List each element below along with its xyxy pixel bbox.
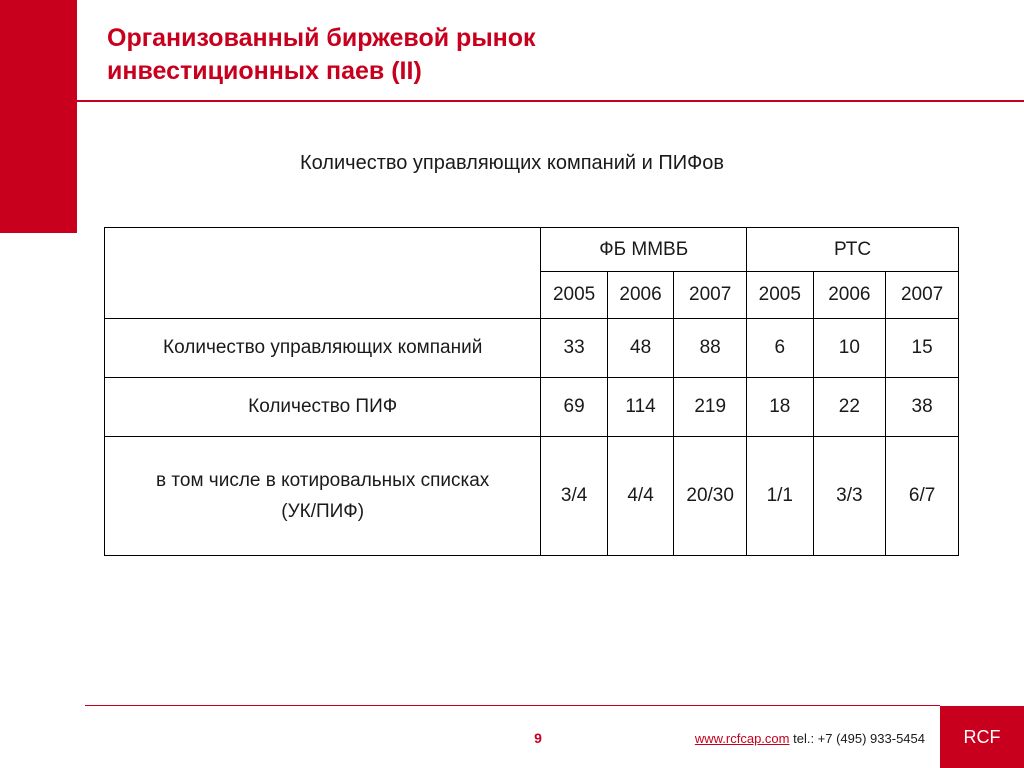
table-row <box>105 319 959 378</box>
page-title-line-2: инвестиционных паев (II) <box>107 57 422 85</box>
table-row <box>105 378 959 437</box>
table-caption: Количество управляющих компаний и ПИФов <box>299 152 725 174</box>
value-cell: 69 <box>541 378 607 437</box>
red-accent-block <box>0 0 77 233</box>
title-divider <box>0 100 1024 102</box>
footer-divider <box>85 705 940 706</box>
row-label-line-1: в том числе в котировальных списках <box>156 470 490 491</box>
website-link[interactable]: www.rcfcap.com <box>694 731 790 746</box>
brand-logo: RCF <box>940 706 1024 768</box>
value-cell: 88 <box>674 319 747 378</box>
page-number: 9 <box>534 730 542 746</box>
value-cell: 18 <box>747 378 813 437</box>
header-year-cell: 2007 <box>674 272 747 319</box>
value-cell: 3/4 <box>541 437 607 556</box>
value-cell: 219 <box>674 378 747 437</box>
statistics-table <box>104 227 959 556</box>
value-cell: 4/4 <box>607 437 673 556</box>
header-year-cell: 2005 <box>747 272 813 319</box>
value-cell: 48 <box>607 319 673 378</box>
value-cell: 33 <box>541 319 607 378</box>
table-header-row-groups <box>105 228 959 272</box>
value-cell: 22 <box>813 378 886 437</box>
value-cell: 3/3 <box>813 437 886 556</box>
value-cell: 15 <box>886 319 959 378</box>
row-label: Количество управляющих компаний <box>105 319 541 378</box>
header-year-cell: 2007 <box>886 272 959 319</box>
row-label: Количество ПИФ <box>105 378 541 437</box>
footer-contact <box>640 731 925 746</box>
header-year-cell: 2006 <box>813 272 886 319</box>
header-year-cell: 2005 <box>541 272 607 319</box>
value-cell: 114 <box>607 378 673 437</box>
row-label-line-2: (УК/ПИФ) <box>281 501 365 522</box>
page-title-line-1: Организованный биржевой рынок <box>107 24 536 52</box>
value-cell: 6/7 <box>886 437 959 556</box>
row-label <box>105 437 541 556</box>
header-group-rts: РТС <box>747 228 959 272</box>
table-row <box>105 437 959 556</box>
value-cell: 10 <box>813 319 886 378</box>
value-cell: 38 <box>886 378 959 437</box>
phone-text: tel.: +7 (495) 933-5454 <box>789 731 925 746</box>
header-group-micex: ФБ ММВБ <box>541 228 747 272</box>
header-year-cell: 2006 <box>607 272 673 319</box>
value-cell: 20/30 <box>674 437 747 556</box>
page-title <box>107 22 987 88</box>
value-cell: 6 <box>747 319 813 378</box>
header-empty-cell <box>105 228 541 319</box>
value-cell: 1/1 <box>747 437 813 556</box>
